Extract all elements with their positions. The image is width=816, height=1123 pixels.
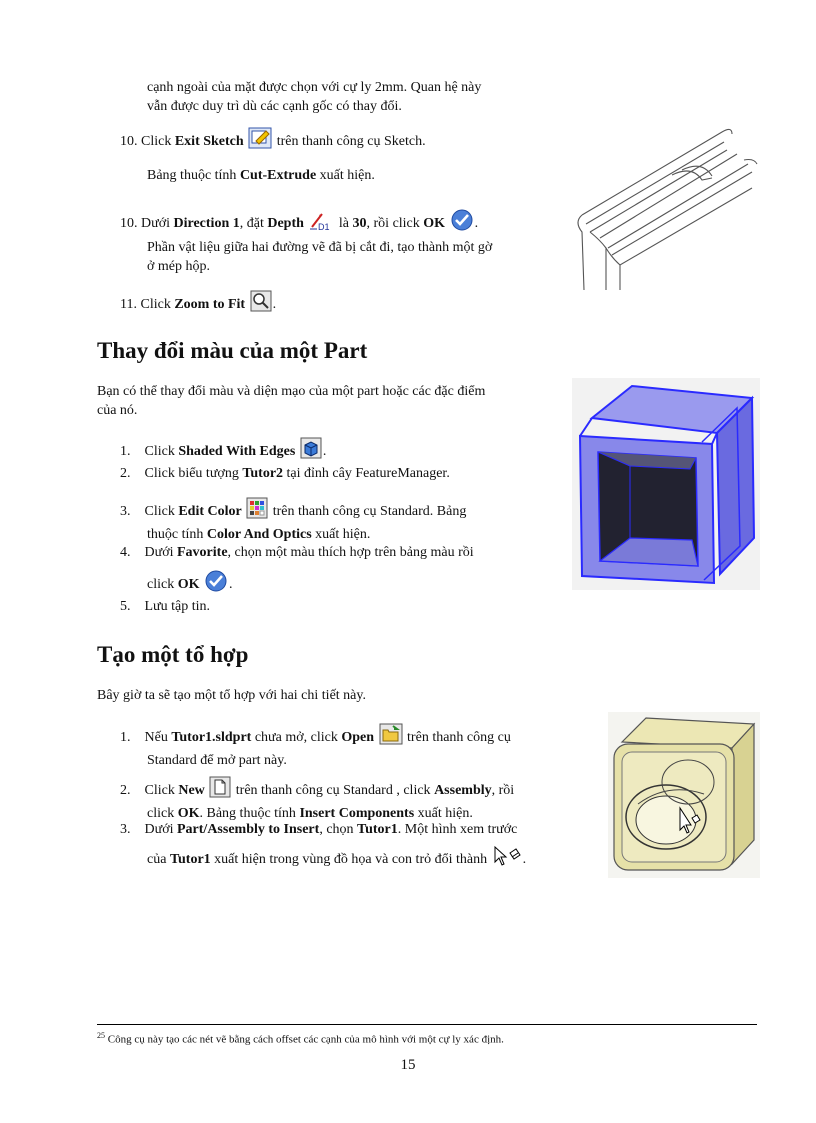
step-number: 3. (120, 504, 131, 519)
step-text-tail: . (522, 852, 527, 867)
ok-check-icon (450, 209, 474, 237)
exit-sketch-icon (248, 127, 272, 155)
continuation-line-1: cạnh ngoài của mặt được chọn với cự ly 2mm. Quan hệ này (147, 80, 482, 95)
step-bold: Exit Sketch (174, 134, 244, 149)
step-text: Click (144, 504, 179, 519)
footnote-marker: 25 (97, 1031, 105, 1040)
section-heading-change-color: Thay đổi màu của một Part (97, 338, 368, 363)
step-bold: Tutor2 (242, 466, 284, 481)
step-text-tail: , rồi (491, 783, 515, 798)
step-bold: Assembly (434, 783, 492, 798)
step-text-tail: xuất hiện. (311, 527, 371, 542)
new-document-icon (209, 776, 231, 804)
step-direction (120, 209, 560, 237)
edit-color-icon (246, 497, 268, 525)
section-heading-assembly: Tạo một tổ hợp (97, 642, 249, 667)
color-step-4 (120, 543, 560, 598)
step-text-tail: . (322, 444, 327, 459)
step-number: 3. (120, 822, 131, 837)
step-bold: OK (177, 577, 200, 592)
intro-line-1: Bạn có thể thay đổi màu và diện mạo của một part hoặc các đặc điểm (97, 384, 486, 399)
note-line-1: Phần vật liệu giữa hai đường vẽ đã bị cắt đi, tạo thành một gờ (147, 240, 493, 255)
step-text: Dưới (144, 545, 177, 560)
step-number: 5. (120, 599, 131, 614)
step-number: 2. (120, 466, 131, 481)
step-text: Click (141, 134, 175, 149)
step-text: Nếu (144, 730, 172, 745)
step-bold: Tutor1 (169, 852, 211, 867)
step-bold: OK (177, 806, 200, 821)
color-step-2 (120, 464, 450, 483)
footnote-separator (97, 1024, 757, 1025)
step-text: chưa mở, click (251, 730, 342, 745)
svg-text:D1: D1 (318, 222, 330, 231)
step-number: 10. (120, 216, 138, 231)
assembly-step-2 (120, 776, 600, 823)
note-text: Bảng thuộc tính (147, 168, 240, 183)
step-bold: Edit Color (178, 504, 242, 519)
step-number: 4. (120, 545, 131, 560)
step-text: , chọn (319, 822, 358, 837)
step-text-tail: trên thanh công cụ Standard. Bảng (269, 504, 467, 519)
page-number: 15 (400, 1057, 416, 1073)
step-text: Dưới (144, 822, 177, 837)
color-intro (97, 382, 559, 420)
step-exit-sketch (120, 127, 560, 155)
step-text: . Bảng thuộc tính (199, 806, 300, 821)
insert-pointer-icon (492, 845, 522, 873)
step-bold: Part/Assembly to Insert (177, 822, 320, 837)
footnote-text: Công cụ này tạo các nét vẽ bằng cách offset các cạnh của mô hình với một cự ly xác định. (107, 1033, 504, 1046)
step-bold: Favorite (177, 545, 228, 560)
step-text-tail: trên thanh công cụ (403, 730, 511, 745)
intro-line-2: của nó. (97, 403, 138, 418)
note-line-2: ở mép hộp. (147, 259, 211, 274)
step-bold: Open (341, 730, 375, 745)
continuation-paragraph (147, 78, 557, 116)
color-step-5 (120, 597, 210, 616)
step-bold: Insert Components (299, 806, 415, 821)
step-line-2: Standard để mở part này. (147, 753, 287, 768)
step-text-tail: tại đỉnh cây FeatureManager. (283, 466, 450, 481)
assembly-step-3 (120, 820, 600, 873)
step-text: Click (144, 444, 179, 459)
step-bold: Direction 1 (173, 216, 240, 231)
step-bold: 30 (352, 216, 367, 231)
step-text: click (147, 806, 178, 821)
color-step-3 (120, 497, 560, 544)
assembly-intro: Bây giờ ta sẽ tạo một tổ hợp với hai chi tiết này. (97, 688, 366, 703)
open-file-icon (379, 723, 403, 751)
step-bold: Shaded With Edges (178, 444, 296, 459)
step-text: , rồi click (366, 216, 424, 231)
step-bold: Tutor1 (357, 822, 398, 837)
ok-check-icon (204, 570, 228, 598)
shaded-part-figure (572, 378, 760, 590)
assembly-preview-figure (608, 712, 760, 878)
step-text: của (147, 852, 170, 867)
step-text: xuất hiện trong vùng đồ họa và con trỏ đổi thành (210, 852, 488, 867)
footnote (97, 1031, 757, 1046)
step-text: trên thanh công cụ Standard , click (232, 783, 435, 798)
step-number: 11. (120, 297, 137, 312)
step-number: 1. (120, 444, 131, 459)
step-text: Click biểu tượng (144, 466, 243, 481)
step-bold: New (178, 783, 205, 798)
cut-extrude-note (147, 166, 375, 185)
step-bold: Zoom to Fit (174, 297, 246, 312)
step-text-tail: . Một hình xem trước (397, 822, 518, 837)
step-text-tail: . (272, 297, 277, 312)
step-text: Click (144, 783, 179, 798)
continuation-line-2: vẫn được duy trì dù các cạnh gốc có thay đổi. (147, 99, 402, 114)
step-zoom-to-fit (120, 290, 276, 318)
step-bold: Depth (267, 216, 304, 231)
step-text-tail: trên thanh công cụ Sketch. (273, 134, 426, 149)
step-text-tail: xuất hiện. (414, 806, 473, 821)
step-bold: Tutor1.sldprt (171, 730, 252, 745)
step-number: 1. (120, 730, 131, 745)
step-text-tail: . (474, 216, 479, 231)
step-text: click (147, 577, 178, 592)
step-text: là (335, 216, 353, 231)
step-bold: OK (423, 216, 446, 231)
step-text-tail: . (229, 577, 233, 592)
step-text: Dưới (141, 216, 174, 231)
step-number: 10. (120, 134, 138, 149)
note-bold: Cut-Extrude (239, 168, 317, 183)
depth-icon (308, 211, 334, 237)
step-text-tail: , chọn một màu thích hợp trên bảng màu rồi (227, 545, 474, 560)
step-text: Click (140, 297, 175, 312)
assembly-step-1 (120, 723, 600, 770)
cut-result-note (147, 238, 560, 276)
step-text: , đặt (239, 216, 268, 231)
cut-extrude-figure (572, 120, 760, 290)
note-text-tail: xuất hiện. (316, 168, 375, 183)
color-step-1 (120, 437, 326, 465)
step-bold: Color And Optics (206, 527, 312, 542)
shaded-with-edges-icon (300, 437, 322, 465)
step-text: Lưu tập tin. (144, 599, 211, 614)
zoom-to-fit-icon (250, 290, 272, 318)
step-number: 2. (120, 783, 131, 798)
step-text: thuộc tính (147, 527, 207, 542)
